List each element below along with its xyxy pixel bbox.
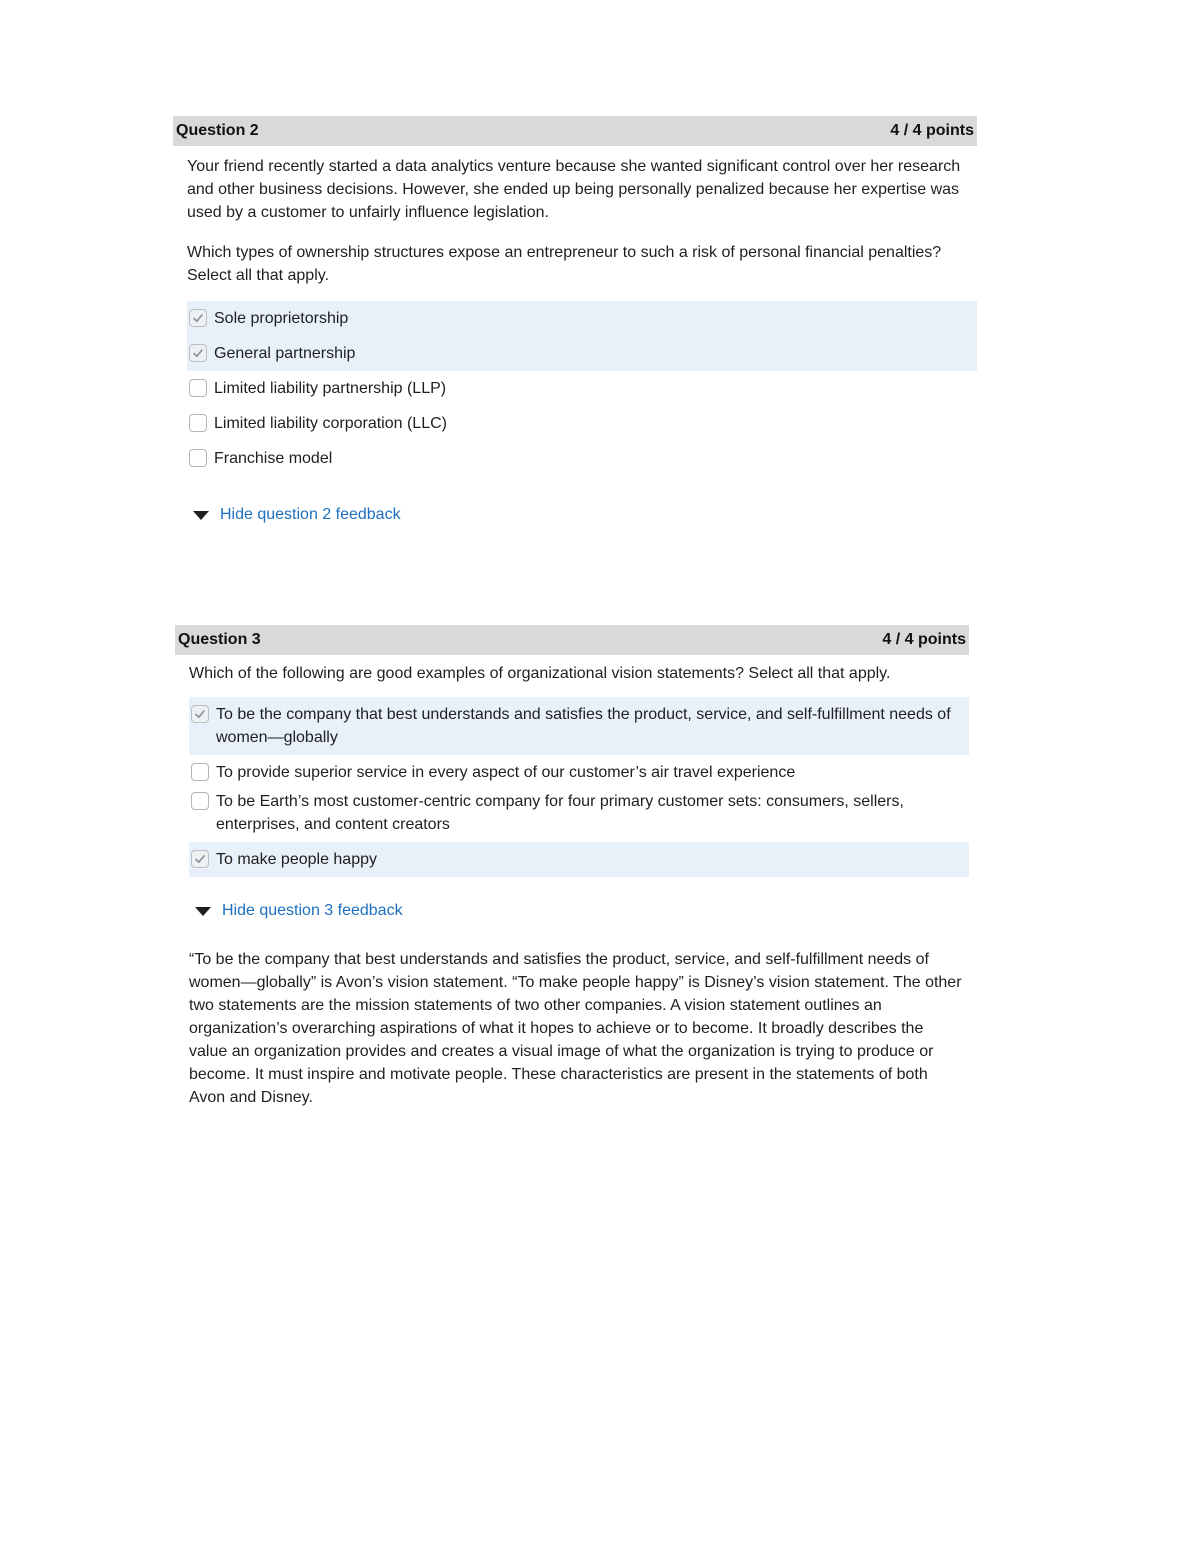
hide-feedback-toggle[interactable] bbox=[193, 506, 977, 524]
answer-option-avon-statement[interactable] bbox=[189, 697, 969, 755]
answer-option-air-travel-statement[interactable] bbox=[189, 755, 969, 790]
question-body bbox=[175, 662, 969, 1109]
answer-option-franchise-model[interactable] bbox=[187, 441, 977, 476]
question-2 bbox=[173, 116, 977, 524]
question-title: Question 2 bbox=[176, 122, 259, 139]
checkbox[interactable] bbox=[189, 449, 207, 467]
hide-feedback-link[interactable]: Hide question 3 feedback bbox=[222, 902, 403, 919]
answer-options bbox=[189, 697, 969, 877]
answer-option-label: To make people happy bbox=[216, 851, 377, 868]
answer-option-customer-centric-statement[interactable] bbox=[189, 790, 969, 842]
hide-feedback-link[interactable]: Hide question 2 feedback bbox=[220, 506, 401, 523]
answer-option-label: Sole proprietorship bbox=[214, 310, 349, 327]
caret-down-icon[interactable] bbox=[193, 511, 209, 520]
question-3 bbox=[175, 625, 969, 1109]
checkbox[interactable] bbox=[191, 705, 209, 723]
checkbox[interactable] bbox=[189, 379, 207, 397]
question-instruction: Which types of ownership structures expose an entrepreneur to such a risk of personal financial penalties? Select all that apply. bbox=[187, 244, 946, 284]
answer-option-label: To be Earth’s most customer-centric company for four primary customer sets: consumers, sellers, enterprises, and content creators bbox=[216, 793, 904, 833]
checkmark-icon bbox=[194, 708, 206, 720]
checkbox[interactable] bbox=[189, 344, 207, 362]
checkmark-icon bbox=[192, 312, 204, 324]
answer-option-make-people-happy[interactable] bbox=[189, 842, 969, 877]
question-header bbox=[173, 116, 977, 146]
answer-options bbox=[187, 301, 977, 476]
question-body bbox=[173, 155, 977, 524]
checkbox[interactable] bbox=[191, 850, 209, 868]
question-header bbox=[175, 625, 969, 655]
question-title: Question 3 bbox=[178, 631, 261, 648]
checkbox[interactable] bbox=[191, 792, 209, 810]
question-score: 4 / 4 points bbox=[890, 122, 974, 139]
hide-feedback-toggle[interactable] bbox=[195, 902, 969, 920]
feedback-text: “To be the company that best understands and satisfies the product, service, and self-fulfillment needs of women—globally” is Avon’s vision statement. “To make people happy” is Disney’s vision statement. The other two statements are the mission statements of two other companies. A vision statement outlines an organization’s overarching aspirations of what it hopes to achieve or to become. It broadly describes the value an organization provides and creates a visual image of what the organization is trying to produce or become. It must inspire and motivate people. These characteristics are present in the statements of both Avon and Disney. bbox=[189, 951, 962, 1106]
answer-option-llp[interactable] bbox=[187, 371, 977, 406]
answer-option-llc[interactable] bbox=[187, 406, 977, 441]
checkbox[interactable] bbox=[191, 763, 209, 781]
answer-option-label: To be the company that best understands and satisfies the product, service, and self-fulfillment needs of women—globally bbox=[216, 706, 951, 746]
caret-down-icon[interactable] bbox=[195, 907, 211, 916]
answer-option-label: Franchise model bbox=[214, 450, 333, 467]
question-prompt: Which of the following are good examples of organizational vision statements? Select all that apply. bbox=[189, 665, 891, 682]
checkbox[interactable] bbox=[189, 309, 207, 327]
checkmark-icon bbox=[194, 853, 206, 865]
question-score: 4 / 4 points bbox=[882, 631, 966, 648]
checkbox[interactable] bbox=[189, 414, 207, 432]
answer-option-sole-proprietorship[interactable] bbox=[187, 301, 977, 336]
answer-option-label: General partnership bbox=[214, 345, 356, 362]
checkmark-icon bbox=[192, 347, 204, 359]
answer-option-label: Limited liability partnership (LLP) bbox=[214, 380, 447, 397]
question-prompt: Your friend recently started a data analytics venture because she wanted significant control over her research and other business decisions. However, she ended up being personally penalized because her expertise was used by a customer to unfairly influence legislation. bbox=[187, 158, 965, 221]
answer-option-label: To provide superior service in every aspect of our customer’s air travel experience bbox=[216, 764, 796, 781]
answer-option-label: Limited liability corporation (LLC) bbox=[214, 415, 447, 432]
answer-option-general-partnership[interactable] bbox=[187, 336, 977, 371]
